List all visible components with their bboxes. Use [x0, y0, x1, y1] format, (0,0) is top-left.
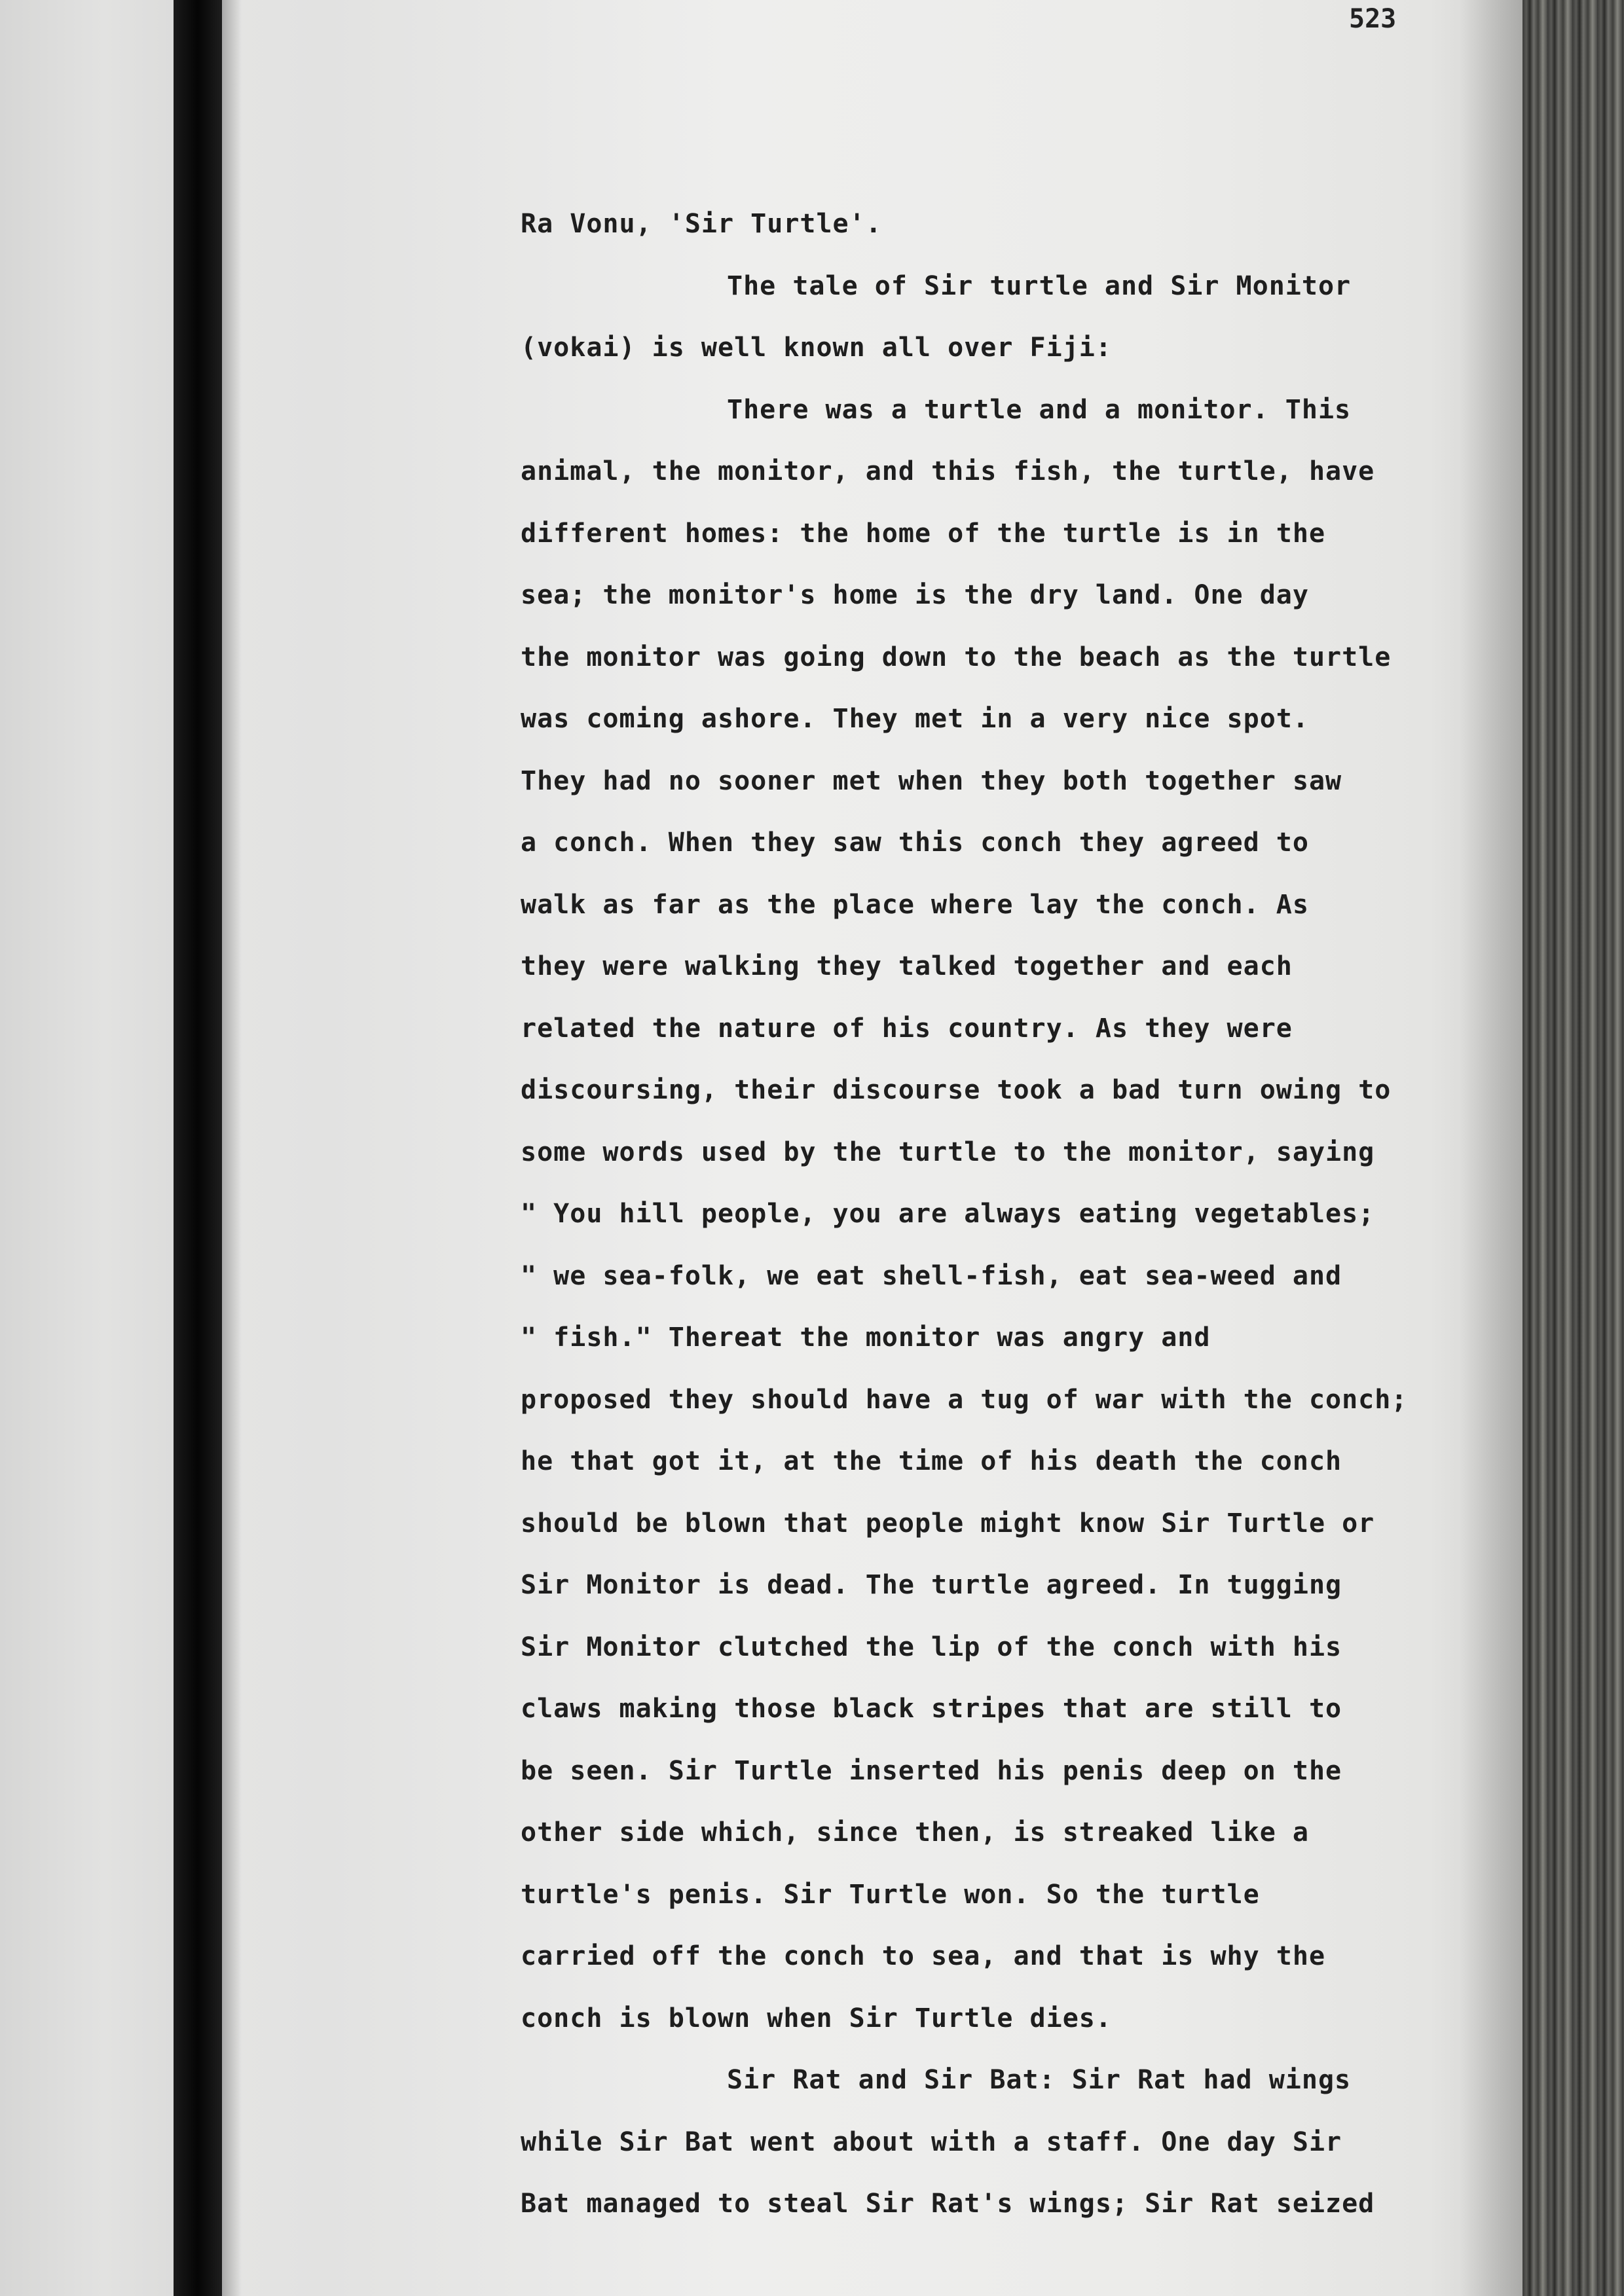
text-line: claws making those black stripes that are still to: [521, 1694, 1342, 1724]
text-line: they were walking they talked together and each: [521, 951, 1293, 981]
text-line: animal, the monitor, and this fish, the turtle, have: [521, 456, 1375, 486]
text-line: while Sir Bat went about with a staff. One day Sir: [521, 2126, 1342, 2157]
text-line: should be blown that people might know Sir Turtle or: [521, 1508, 1375, 1539]
text-line: Sir Monitor is dead. The turtle agreed. In tugging: [521, 1570, 1342, 1600]
text-line: a conch. When they saw this conch they agreed to: [521, 828, 1309, 858]
text-line: the monitor was going down to the beach as the turtle: [521, 642, 1392, 672]
text-line: (vokai) is well known all over Fiji:: [521, 333, 1112, 363]
binding-edge: [174, 0, 222, 2296]
text-line: was coming ashore. They met in a very nice spot.: [521, 704, 1309, 734]
text-line: " we sea-folk, we eat shell-fish, eat sea-weed and: [521, 1260, 1342, 1291]
text-line: discoursing, their discourse took a bad turn owing to: [521, 1075, 1392, 1105]
left-margin: [0, 0, 174, 2296]
text-line: Sir Monitor clutched the lip of the conch with his: [521, 1631, 1342, 1662]
text-line: proposed they should have a tug of war with the conch;: [521, 1384, 1408, 1415]
page-number: 523: [1349, 4, 1397, 34]
text-line: he that got it, at the time of his death the conch: [521, 1446, 1342, 1476]
text-line: conch is blown when Sir Turtle dies.: [521, 2003, 1112, 2033]
stacked-page-edges: [1522, 0, 1624, 2296]
text-line: Sir Rat and Sir Bat: Sir Rat had wings: [727, 2065, 1352, 2095]
text-line: There was a turtle and a monitor. This: [727, 394, 1352, 425]
text-line: other side which, since then, is streaked like a: [521, 1817, 1309, 1848]
text-line: related the nature of his country. As they were: [521, 1013, 1293, 1044]
binding-shadow: [222, 0, 242, 2296]
text-line: Bat managed to steal Sir Rat's wings; Sir Rat seized: [521, 2189, 1375, 2219]
text-line: some words used by the turtle to the monitor, saying: [521, 1137, 1375, 1167]
text-line: They had no sooner met when they both together saw: [521, 765, 1342, 796]
text-line: The tale of Sir turtle and Sir Monitor: [727, 270, 1352, 301]
text-line: carried off the conch to sea, and that is why the: [521, 1941, 1326, 1971]
text-line: " You hill people, you are always eating vegetables;: [521, 1199, 1375, 1229]
typescript-body: [521, 193, 1516, 2235]
text-line: " fish." Thereat the monitor was angry and: [521, 1322, 1211, 1353]
text-line: sea; the monitor's home is the dry land. One day: [521, 580, 1309, 610]
text-line: different homes: the home of the turtle is in the: [521, 518, 1326, 549]
text-line: turtle's penis. Sir Turtle won. So the turtle: [521, 1879, 1260, 1910]
section-heading: Ra Vonu, 'Sir Turtle'.: [521, 209, 882, 239]
text-line: be seen. Sir Turtle inserted his penis deep on the: [521, 1755, 1342, 1786]
text-line: walk as far as the place where lay the conch. As: [521, 889, 1309, 920]
